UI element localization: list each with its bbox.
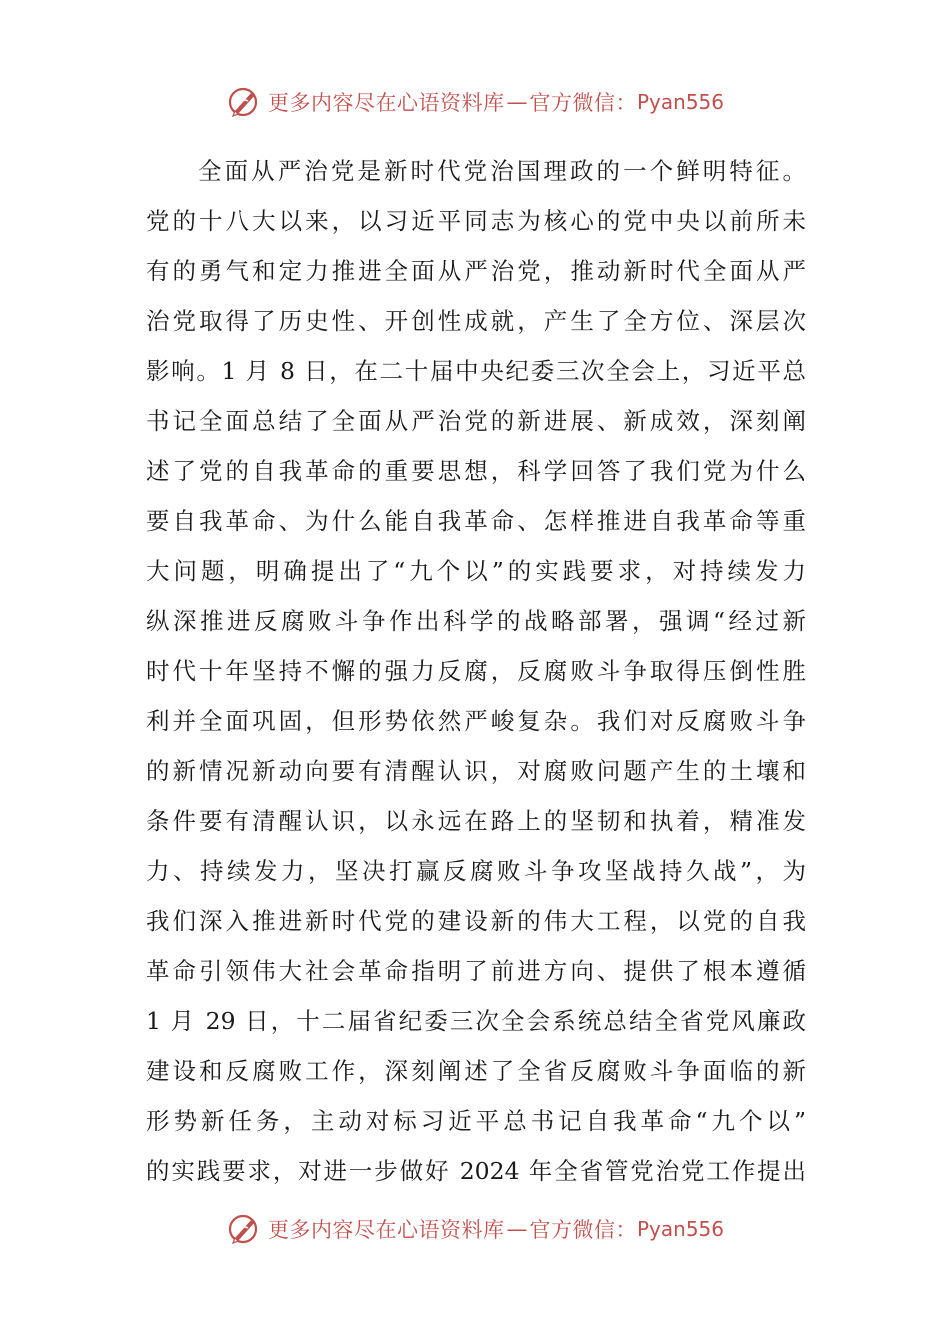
pen-logo-icon bbox=[226, 1211, 262, 1247]
text-line: 的实践要求，对进一步做好 2024 年全省管党治党工作提出 bbox=[146, 1157, 806, 1185]
text-line: 形势新任务，主动对标习近平总书记自我革命“九个以” bbox=[146, 1107, 806, 1135]
header-watermark-banner bbox=[226, 82, 746, 122]
footer-watermark-banner bbox=[226, 1209, 746, 1249]
text-line: 纵深推进反腐败斗争作出科学的战略部署，强调“经过新 bbox=[146, 607, 806, 635]
text-line: 大问题，明确提出了“九个以”的实践要求，对持续发力 bbox=[146, 557, 806, 585]
article-body bbox=[146, 146, 806, 1196]
text-line: 条件要有清醒认识，以永远在路上的坚韧和执着，精准发 bbox=[146, 807, 806, 835]
text-line: 述了党的自我革命的重要思想，科学回答了我们党为什么 bbox=[146, 457, 806, 485]
text-line: 要自我革命、为什么能自我革命、怎样推进自我革命等重 bbox=[146, 507, 806, 535]
banner-wechat-label: 官方微信： bbox=[529, 1218, 637, 1242]
text-line: 全面从严治党是新时代党治国理政的一个鲜明特征。 bbox=[198, 157, 806, 185]
text-line: 建设和反腐败工作，深刻阐述了全省反腐败斗争面临的新 bbox=[146, 1057, 806, 1085]
text-line: 影响。1 月 8 日，在二十届中央纪委三次全会上，习近平总 bbox=[146, 357, 806, 385]
banner-wechat-id: Pyan556 bbox=[637, 90, 725, 114]
text-line: 1 月 29 日，十二届省纪委三次全会系统总结全省党风廉政 bbox=[146, 1007, 806, 1035]
text-line: 书记全面总结了全面从严治党的新进展、新成效，深刻阐 bbox=[146, 407, 806, 435]
text-line: 治党取得了历史性、开创性成就，产生了全方位、深层次 bbox=[146, 307, 806, 335]
banner-wechat-label: 官方微信： bbox=[529, 91, 637, 115]
banner-separator: — bbox=[506, 90, 528, 114]
text-line: 革命引领伟大社会革命指明了前进方向、提供了根本遵循 bbox=[146, 957, 806, 985]
text-line: 我们深入推进新时代党的建设新的伟大工程，以党的自我 bbox=[146, 907, 806, 935]
banner-wechat-id: Pyan556 bbox=[637, 1217, 725, 1241]
text-line: 有的勇气和定力推进全面从严治党，推动新时代全面从严 bbox=[146, 257, 806, 285]
banner-separator: — bbox=[506, 1217, 528, 1241]
banner-text: 更多内容尽在心语资料库 bbox=[268, 1218, 505, 1242]
text-line: 时代十年坚持不懈的强力反腐，反腐败斗争取得压倒性胜 bbox=[146, 657, 806, 685]
text-line: 党的十八大以来，以习近平同志为核心的党中央以前所未 bbox=[146, 207, 806, 235]
banner-text: 更多内容尽在心语资料库 bbox=[268, 91, 505, 115]
text-line: 的新情况新动向要有清醒认识，对腐败问题产生的土壤和 bbox=[146, 757, 806, 785]
text-line: 力、持续发力，坚决打赢反腐败斗争攻坚战持久战”，为 bbox=[146, 857, 806, 885]
text-line: 利并全面巩固，但形势依然严峻复杂。我们对反腐败斗争 bbox=[146, 707, 806, 735]
pen-logo-icon bbox=[226, 84, 262, 120]
